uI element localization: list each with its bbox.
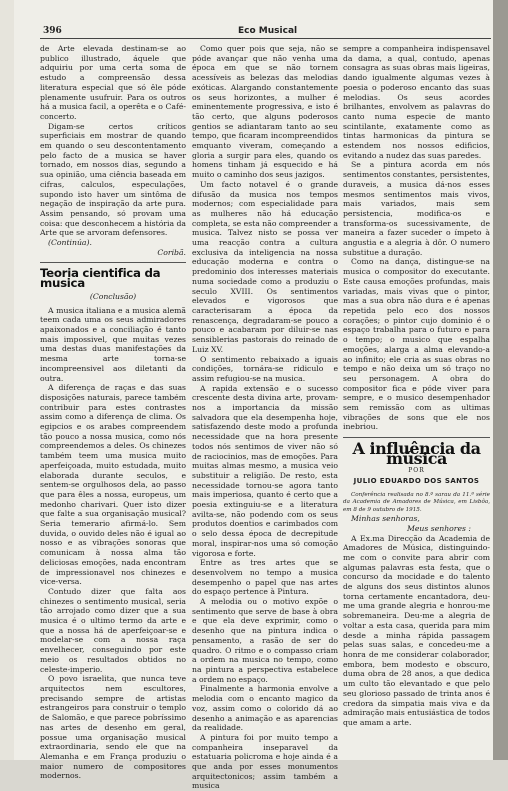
paragraph: A rapida extensão e o sucesso crescente desta divina arte, provam-nos a importancia da missão salvadora que ela desempenha hoje, satisfazendo deste modo a profunda necessidade que na hora presente todos nós sentimos de viver não só de raciocinios, mas de emoções. Para muitas almas mesmo, a musica veio substituir a religião. De resto, esta necessidade tornou-se agora tanto mais imperiosa, quanto é certo que a poesia extinguiu-se e a literatura avilta-se, não podendo com os seus produtos doentios e carimbados com o selo dessa época de decrepitude moral, inspirar-nos uma só comoção vigorosa e forte. xyxy=(192,383,338,558)
lecture-note: Conferência realisada no 8.º sarau da 11.ª série da Academia de Amadores de Música, em Lisbôa, em 8 de 9 outubro de 1915. xyxy=(343,491,490,513)
paragraph: A diferença de raças e das suas disposições naturais, parece também contribuir para estes contrastes assim como a diferença de clima. Os egipcios e os arabes compreendem tão pouco a nossa musica, como nós compreendemos a deles. Os chinezes também teem uma musica muito aperfeiçoada, muito estudada, muito elaborada durante seculos, e sentem-se orgulhosos dela, ao passo que para êles a nossa, europeus, um medonho charivari. Quer isto dizer que falte a sua organisação musical? Seria temerario afirmá-lo. Sem duvida, o ouvido deles não é igual ao nosso e as vibrações sonoras que comunicam à nossa alma tão deliciosas emoções, nada encontram de impressionavel nos chinezes e vice-versa. xyxy=(40,383,186,587)
paragraph: O povo israelita, que nunca teve arquitectos nem escultores, precisando sempre de artistas estrangeiros para construir o templo de Salomão, e que parece pobríssimo nas artes de desenho em geral, possue uma organisação musical extraordinaria, sendo ele que na Alemanha e em França produziu o maior numero de compositores modernos. xyxy=(40,674,186,781)
paragraph: Contudo dizer que falta aos chinezes o sentimento musical, seria tão arrojado como dizer que a sua musica é o ultimo termo da arte e que a nossa há de aperfeiçoar-se e modelar-se com a nossa raça envelhecer, conseguindo por este meio os resultados obtidos no celeste-imperio. xyxy=(40,586,186,674)
paragraph: O sentimento rebaixado a iguais condições, tornára-se ridiculo e assim refugiou-se na musica. xyxy=(192,354,338,383)
paragraph: A musica italiana e a musica alemã teem cada uma os seus admiradores apaixonados e a conciliação é tanto mais impossivel, que muitas vezes uma destas duas manifestações da mesma arte torna-se incompreensivel aos diletanti da outra. xyxy=(40,305,186,383)
salutation: Minhas senhoras, xyxy=(351,514,420,524)
paragraph: Se a pintura acorda em nós sentimentos constantes, persistentes, duraveis, a musica dá-nos esses mesmos sentimentos mais vivos, mais variados, mais sem persistencia, modifica-os e transforma-os sucessivamente, de maneira a fazer suceder o ímpeto à angustia e a alegria à dôr. O numero substitue a duração. xyxy=(343,160,490,257)
page-number: 396 xyxy=(43,26,62,36)
paragraph: A Ex.ma Direcção da Academia de Amadores de Música, distinguindo-me com o convite para abrir com algumas palavras esta festa, que o concurso da mocidade e do talento de alguns dos seus distintos alunos torna certamente encantadora, deu-me uma grande alegria e honrou-me sobremaneira. Deu-me a alegria de voltar a esta casa, querida para mim desde a minha rápida passagem pelas suas salas, e concedeu-me a honra de me considerar colaborador, embora, bem modesto e obscuro, duma obra de 28 anos, a que dedica um culto tão elevantado e que pelo seu glorioso passado de trinta anos é credora da simpatia mais viva e da admiração mais entusiástica de todos que amam a arte. xyxy=(343,533,490,727)
page-edge xyxy=(493,0,508,760)
section-divider xyxy=(343,437,490,438)
paragraph: sempre a companheira indispensavel da dama, a qual, contudo, apenas consagra as suas obras mais ligeiras, dando igualmente algumas vezes à poesia o poderoso encanto das suas melodias. Os seus acordes brilhantes, envolvem as palavras do canto numa especie de manto scintilante, exatamente como as tintas harmonicas da pintura se estendem nos nossos edificios, evitando a nudez das suas paredes. xyxy=(343,44,490,160)
salutation: Meus senhores : xyxy=(407,523,471,533)
paragraph: A pintura foi por muito tempo a companheira inseparavel da estatuaria policroma e hoje ainda é a que anda por esses monumentos arquitectonicos; assim também a musica xyxy=(192,732,338,791)
paragraph: A melodia ou o motivo expõe o sentimento que serve de base à obra e que ela deve exprimir, como o desenho que na pintura indica o pensamento, a rasão de ser do quadro. O ritmo e o compasso criam a ordem na musica no tempo, como na pintura a perspectiva estabelece a ordem no espaço. xyxy=(192,597,338,684)
author-name: JULIO EDUARDO DOS SANTOS xyxy=(353,477,480,486)
page-shading xyxy=(0,0,14,760)
byline-por: POR xyxy=(408,466,425,474)
column-right xyxy=(343,44,490,728)
continued-note: (Continúa). xyxy=(48,238,92,248)
paragraph: Finalmente a harmonia envolve a melodia com o encanto magico da voz, assim como o colorido dá ao desenho a animação e as aparencias da realidade. xyxy=(192,684,338,733)
section-divider xyxy=(40,262,186,263)
paragraph: de Arte elevada destinam-se ao publico illustrado, áquele que adquiriu por uma certa soma de estudo a compreensão dessa literatura especial que só êle póde plenamente usufruir. Para os outros há a musica facil, a operêta e o Café-concerto. xyxy=(40,44,186,121)
article-subtitle: (Conclusão) xyxy=(89,291,137,301)
paragraph: Digam-se certos críticos superficiais em mostrar de quando em quando o seu descontentamento pelo facto de a musica se haver tornado, em nossos dias, segundo a sua opinião, uma ciência baseada em cifras, calculos, especulações, supondo isto haver um sintôma de negação de inspiração da arte pura. Assim pensando, só provam uma coisa: que desconhecem a história da Arte que se arvoram defensores. xyxy=(40,121,186,238)
lecture-title: A influência da música xyxy=(352,439,481,468)
article-title: Teoria cientifica da musica xyxy=(40,266,161,291)
column-left xyxy=(40,44,186,781)
paragraph: Um facto notavel é o grande difusão da musica nos tempos modernos; com especialidade para as mulheres não há educação completa, se esta não compreender a musica. Talvez nisto se possa ver uma reacção contra a cultura exclusiva da inteligencia na nossa educação moderna e contra o predominio dos interesses materiais numa sociedade como a produziu o seculo XVIII. Os sentimentos elevados e vigorosos que caracterisaram a época da renascença, degradaram-se pouco a pouco e acabaram por diluir-se nas sensiblerias pastorais do reinado de Luiz XV. xyxy=(192,179,338,354)
paragraph: Entre as tres artes que se desenvolvem no tempo a musica desempenho o papel que nas artes do espaço pertence à Pintura. xyxy=(192,558,338,597)
paragraph: Como na dança, distingue-se na musica o compositor do executante. Este causa emoções profundas, mais variadas, mais vivas que o pintor, mas a sua obra não dura e é apenas repetida pelo eco dos nossos corações; o pintor cujo dominio é o espaço trabalha para o futuro e para o tempo; o musico que espalha emoções, alarga a alma elevando-a ao infinito; ele cria as suas obras no tempo e não deixa um só traço no seu personagem. A obra do compositor fica e póde viver para sempre, e o musico desempenhador sem remissão com as ultimas vibrações de sons que ele nos inebriou. xyxy=(343,257,490,432)
paragraph: Como quer pois que seja, não se póde avançar que não venha uma época em que se não tornem acessíveis as belezas das melodias exóticas. Alargando constantemente os seus horizontes, a mulher é eminentemente progressiva, e isto é tão certo, que alguns poderosos gentios se adiantaram tanto ao seu tempo, que ficaram incompreendidos emquanto viveram, começando a gloria a surgir para eles, quando os homens tinham já esquecido e há muito o caminho dos seus jazigos. xyxy=(192,44,338,180)
signature: Coribã. xyxy=(157,247,186,257)
header-rule xyxy=(40,38,491,39)
journal-title: Eco Musical xyxy=(238,26,298,36)
column-middle xyxy=(192,44,338,791)
